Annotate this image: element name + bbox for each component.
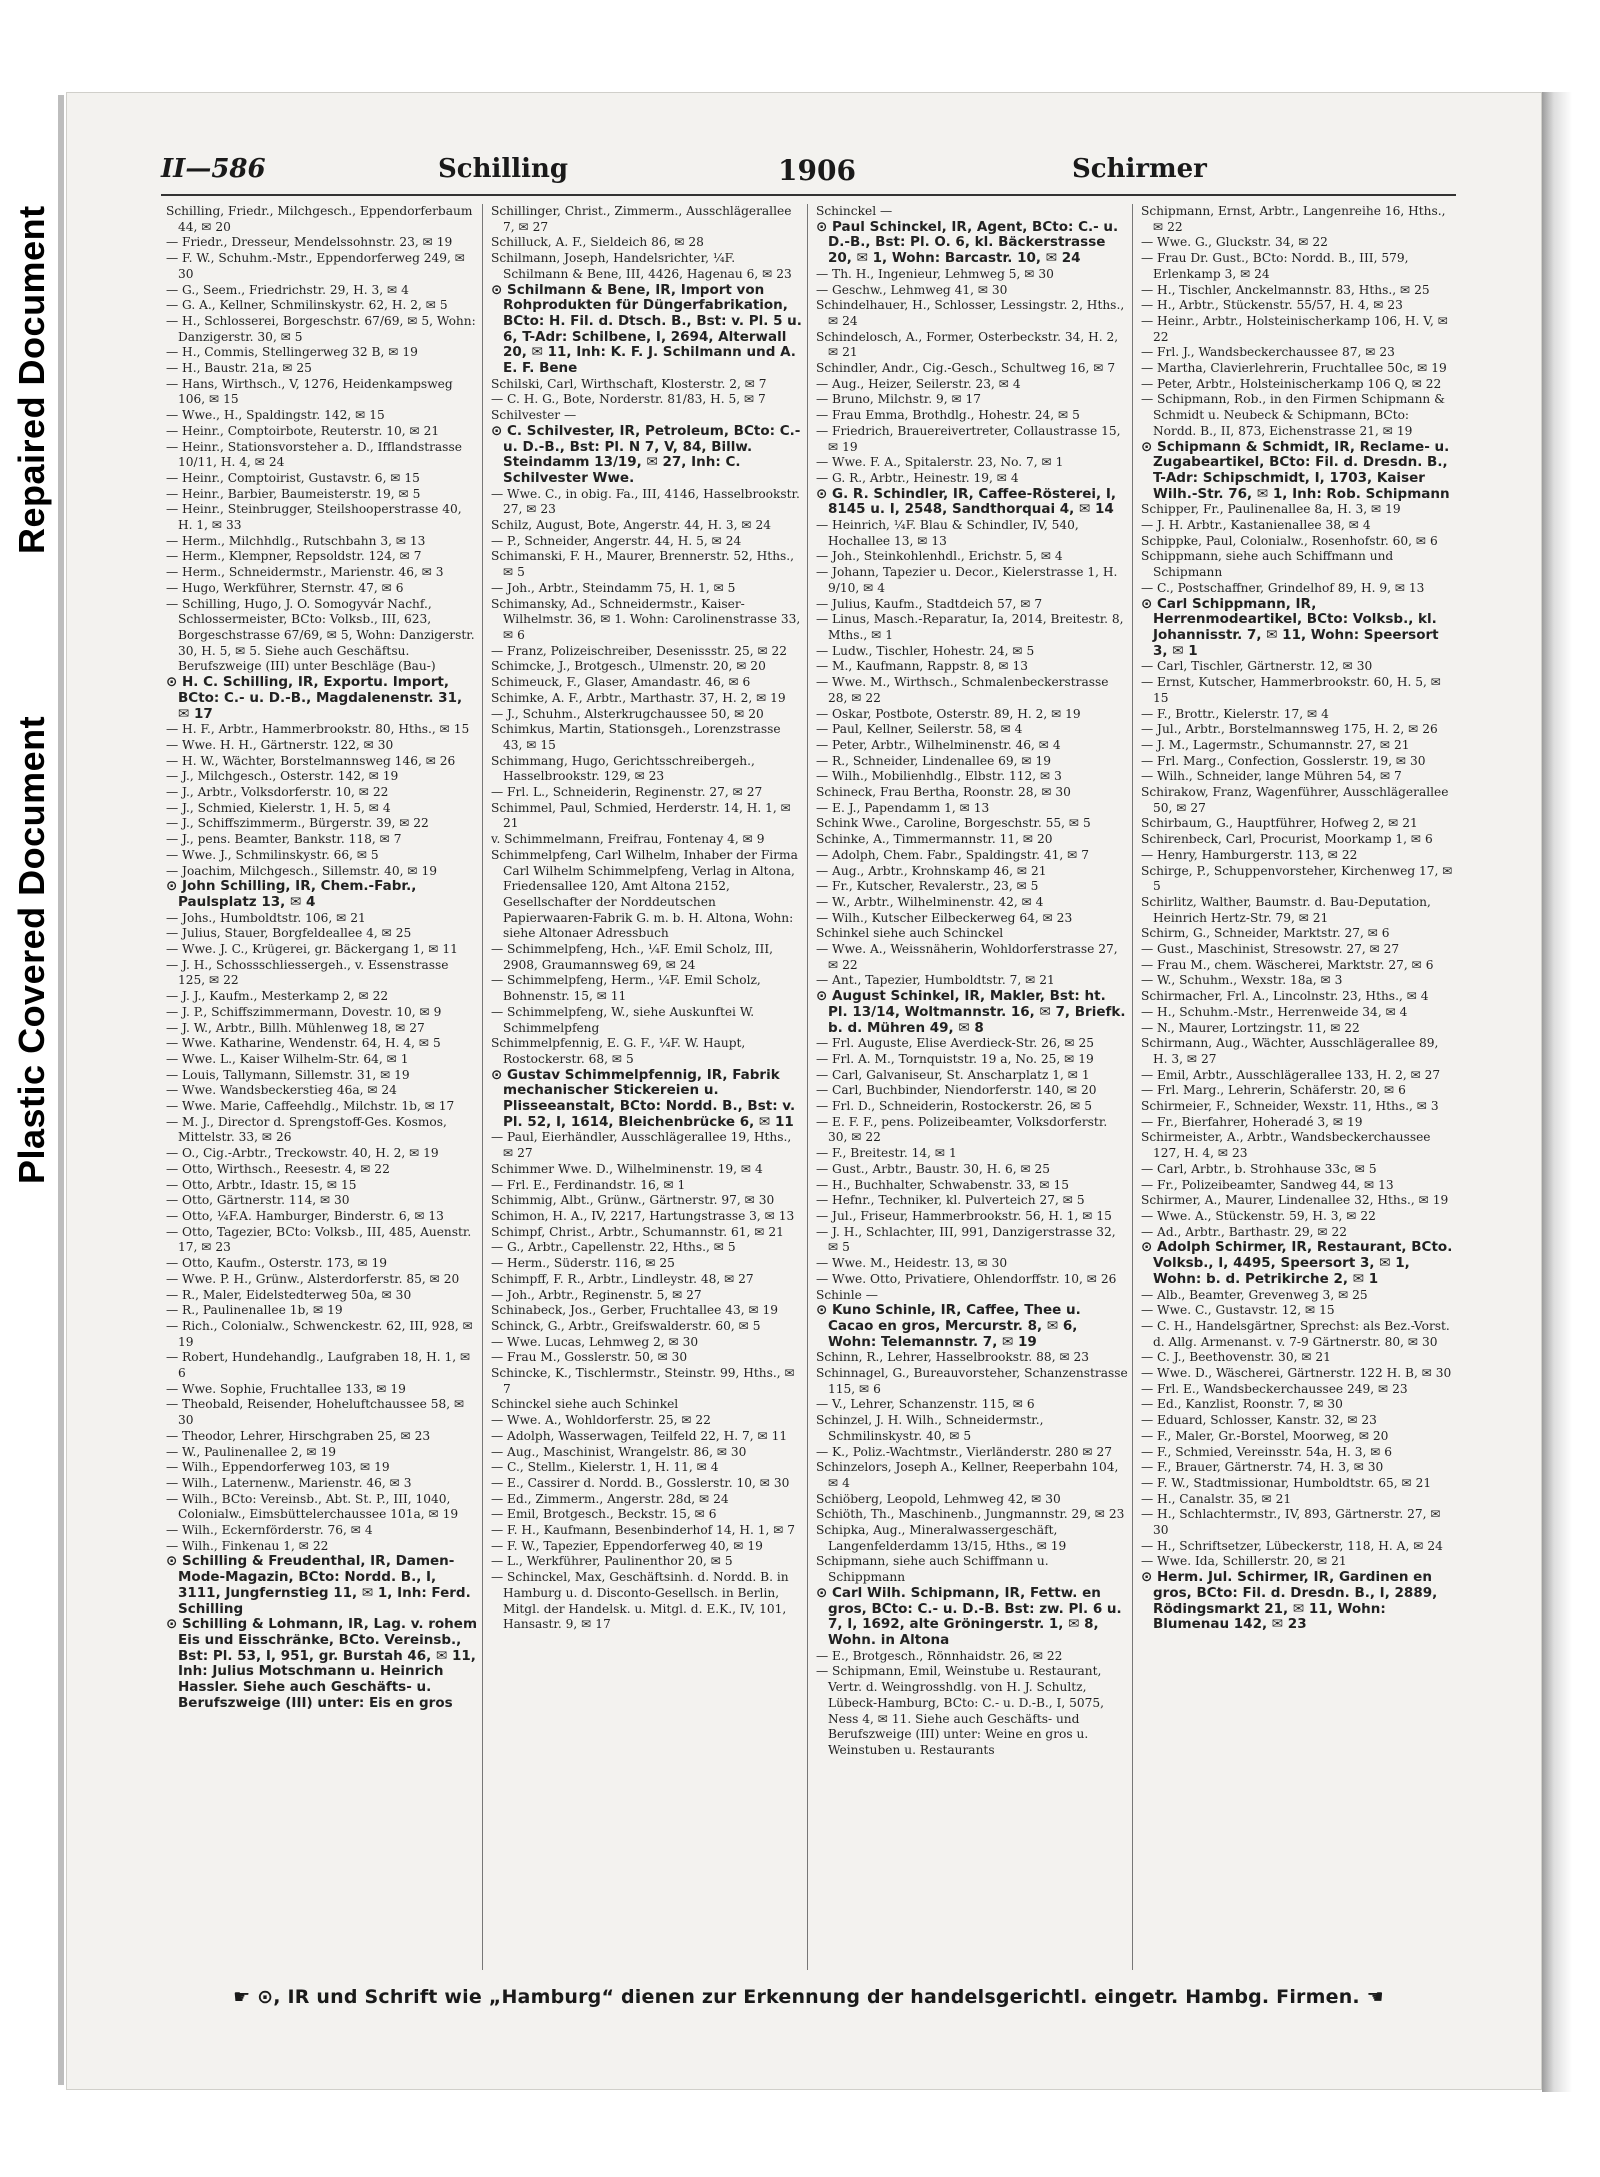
directory-entry: — W., Paulinenallee 2, ✉ 19 xyxy=(166,1444,337,1459)
directory-entry: — Wwe. C., Gustavstr. 12, ✉ 15 xyxy=(1141,1303,1335,1318)
directory-entry: — Heinrich, ¼F. Blau & Schindler, IV, 540, Hochallee 13, ✉ 13 xyxy=(816,518,1079,548)
directory-entry: — Hans, Wirthsch., V, 1276, Heidenkampsweg 106, ✉ 15 xyxy=(166,376,453,407)
directory-entry: — Otto, Kaufm., Osterstr. 173, ✉ 19 xyxy=(166,1256,388,1271)
directory-entry: — Wwe. C., in obig. Fa., III, 4146, Hasselbrookstr. 27, ✉ 23 xyxy=(491,486,800,517)
directory-entry: Schirakow, Franz, Wagenführer, Ausschlägerallee 50, ✉ 27 xyxy=(1141,785,1449,815)
directory-entry: Schimeuck, F., Glaser, Amandastr. 46, ✉ 6 xyxy=(491,675,751,690)
directory-entry: — F., Brottr., Kielerstr. 17, ✉ 4 xyxy=(1141,706,1329,721)
directory-entry: — H., Canalstr. 35, ✉ 21 xyxy=(1141,1491,1292,1506)
directory-entry: — Wwe. P. H., Grünw., Alsterdorferstr. 85, ✉ 20 xyxy=(166,1271,460,1286)
directory-entry: — Th. H., Ingenieur, Lehmweg 5, ✉ 30 xyxy=(816,266,1054,281)
directory-entry: — H., Schuhm.-Mstr., Herrenweide 34, ✉ 4 xyxy=(1141,1004,1408,1019)
directory-entry: — F., Breitestr. 14, ✉ 1 xyxy=(816,1146,957,1161)
directory-entry: — Wwe. Otto, Privatiere, Ohlendorffstr. 10, ✉ 26 xyxy=(816,1271,1117,1286)
directory-entry: Schinck, G., Arbtr., Greifswalderstr. 60, ✉ 5 xyxy=(491,1318,761,1333)
directory-entry: — Peter, Arbtr., Wilhelminenstr. 46, ✉ 4 xyxy=(816,737,1061,752)
directory-entry: — Wwe. A., Wohldorferstr. 25, ✉ 22 xyxy=(491,1413,711,1428)
directory-entry: — Wwe. J. C., Krügerei, gr. Bäckergang 1, ✉ 11 xyxy=(166,942,458,957)
directory-entry: Schirmer, A., Maurer, Lindenallee 32, Hths., ✉ 19 xyxy=(1141,1193,1449,1208)
directory-entry: — C. H., Handelsgärtner, Sprechst: als Bez.-Vorst. d. Allg. Armenanst. v. 7-9 Gärtnerstr. 80, ✉ 30 xyxy=(1141,1318,1450,1349)
directory-entry: — Frl. D., Schneiderin, Rostockerstr. 26, ✉ 5 xyxy=(816,1099,1093,1114)
page-reference: II—586 xyxy=(161,154,266,184)
directory-entry: — M., Kaufmann, Rappstr. 8, ✉ 13 xyxy=(816,659,1028,674)
directory-entry: Schincke, K., Tischlermstr., Steinstr. 99, Hths., ✉ 7 xyxy=(491,1366,795,1396)
directory-entry: — Heinr., Barbier, Baumeisterstr. 19, ✉ 5 xyxy=(166,486,421,501)
directory-entry: — Heinr., Comptoirbote, Reuterstr. 10, ✉ 21 xyxy=(166,423,440,438)
directory-entry: — Martha, Clavierlehrerin, Fruchtallee 50c, ✉ 19 xyxy=(1141,361,1447,376)
directory-entry: — Frl. Marg., Lehrerin, Schäferstr. 20, ✉ 6 xyxy=(1141,1083,1406,1098)
directory-entry: — Emil, Brotgesch., Beckstr. 15, ✉ 6 xyxy=(491,1507,717,1522)
directory-entry: — J. H., Schlachter, III, 991, Danzigerstrasse 32, ✉ 5 xyxy=(816,1224,1116,1255)
directory-entry: Schirge, P., Schuppenvorsteher, Kirchenweg 17, ✉ 5 xyxy=(1141,863,1453,894)
directory-entry: — R., Schneider, Lindenallee 69, ✉ 19 xyxy=(816,753,1052,768)
directory-entry: — Herm., Schneidermstr., Marienstr. 46, ✉ 3 xyxy=(166,565,444,580)
directory-entry: Schimmelpfennig, E. G. F., ¼F. W. Haupt, Rostockerstr. 68, ✉ 5 xyxy=(491,1036,746,1066)
directory-entry: — J., Schuhm., Alsterkrugchaussee 50, ✉ 20 xyxy=(491,706,764,721)
directory-entry: — J. W., Arbtr., Billh. Mühlenweg 18, ✉ 27 xyxy=(166,1020,425,1035)
directory-entry: — Schimmelpfeng, W., siehe Auskunftei W. Schimmelpfeng xyxy=(491,1004,755,1035)
directory-entry: — H., Schlachtermstr., IV, 893, Gärtnerstr. 27, ✉ 30 xyxy=(1141,1507,1441,1538)
directory-entry: — Wilh., Eckernförderstr. 76, ✉ 4 xyxy=(166,1523,373,1538)
directory-entry: — Fr., Bierfahrer, Hoheradé 3, ✉ 19 xyxy=(1141,1114,1363,1129)
directory-entry: — Franz, Polizeischreiber, Desenissstr. 25, ✉ 22 xyxy=(491,643,788,658)
directory-entry: Schinnagel, G., Bureauvorsteher, Schanzenstrasse 115, ✉ 6 xyxy=(816,1366,1128,1396)
year-heading: 1906 xyxy=(778,154,856,187)
directory-entry: Schindelhauer, H., Schlosser, Lessingstr. 2, Hths., ✉ 24 xyxy=(816,298,1125,328)
directory-entry: — Henry, Hamburgerstr. 113, ✉ 22 xyxy=(1141,847,1358,862)
directory-entry: — F. W., Schuhm.-Mstr., Eppendorferweg 249, ✉ 30 xyxy=(166,251,466,281)
directory-entry: — Julius, Kaufm., Stadtdeich 57, ✉ 7 xyxy=(816,596,1043,611)
directory-entry: — Hefnr., Techniker, kl. Pulverteich 27, ✉ 5 xyxy=(816,1193,1085,1208)
directory-entry: — Paul, Kellner, Seilerstr. 58, ✉ 4 xyxy=(816,722,1023,737)
directory-entry: — R., Maler, Eidelstedterweg 50a, ✉ 30 xyxy=(166,1287,412,1302)
directory-entry: Schimpf, Christ., Arbtr., Schumannstr. 61, ✉ 21 xyxy=(491,1224,784,1239)
directory-entry: — V., Lehrer, Schanzenstr. 115, ✉ 6 xyxy=(816,1397,1035,1412)
directory-entry: Schirbaum, G., Hauptführer, Hofweg 2, ✉ 21 xyxy=(1141,816,1418,831)
directory-entry: — H., Arbtr., Stückenstr. 55/57, H. 4, ✉ 23 xyxy=(1141,298,1403,313)
directory-entry: — Joh., Arbtr., Steindamm 75, H. 1, ✉ 5 xyxy=(491,580,736,595)
directory-entry: ⊙ Carl Schippmann, IR, Herrenmodeartikel, BCto: Volksb., kl. Johannisstr. 7, ✉ 11, Wohn: Speersort 3, ✉ 1 xyxy=(1141,595,1439,659)
directory-entry: — H., Buchhalter, Schwabenstr. 33, ✉ 15 xyxy=(816,1177,1069,1192)
directory-entry: Schimon, H. A., IV, 2217, Hartungstrasse 3, ✉ 13 xyxy=(491,1209,795,1223)
directory-entry: — Frau Dr. Gust., BCto: Nordd. B., III, 579, Erlenkamp 3, ✉ 24 xyxy=(1141,251,1409,281)
directory-entry: — Wwe. M., Heidestr. 13, ✉ 30 xyxy=(816,1256,1008,1271)
directory-entry: Schinabeck, Jos., Gerber, Fruchtallee 43, ✉ 19 xyxy=(491,1303,779,1318)
directory-entry: — Otto, ¼F.A. Hamburger, Binderstr. 6, ✉ 13 xyxy=(166,1209,444,1223)
directory-entry: — Joh., Steinkohlenhdl., Erichstr. 5, ✉ 4 xyxy=(816,549,1063,564)
directory-entry: — G. A., Kellner, Schmilinskystr. 62, H. 2, ✉ 5 xyxy=(166,298,448,313)
directory-entry: — Otto, Tagezier, BCto: Volksb., III, 485, Auenstr. 17, ✉ 23 xyxy=(166,1224,472,1255)
directory-entry: — G. R., Arbtr., Heinestr. 19, ✉ 4 xyxy=(816,470,1019,485)
directory-entry: — H. F., Arbtr., Hammerbrookstr. 80, Hths., ✉ 15 xyxy=(166,722,470,737)
directory-entry: Schimmig, Albt., Grünw., Gärtnerstr. 97, ✉ 30 xyxy=(491,1193,775,1208)
page-right-shadow xyxy=(1542,92,1572,2092)
directory-entry: Schipka, Aug., Mineralwassergeschäft, Langenfelderdamm 13/15, Hths., ✉ 19 xyxy=(816,1523,1067,1553)
directory-entry: — Frau M., Gosslerstr. 50, ✉ 30 xyxy=(491,1350,688,1365)
directory-entry: Schilski, Carl, Wirthschaft, Klosterstr. 2, ✉ 7 xyxy=(491,376,767,391)
directory-entry: — Wilh., Eppendorferweg 103, ✉ 19 xyxy=(166,1460,390,1475)
directory-entry: — Heinr., Steinbrugger, Steilshooperstrasse 40, H. 1, ✉ 33 xyxy=(166,502,462,533)
directory-entry: ⊙ G. R. Schindler, IR, Caffee-Rösterei, I, 8145 u. I, 2548, Sandthorquai 4, ✉ 14 xyxy=(816,485,1117,518)
directory-entry: Schimanski, F. H., Maurer, Brennerstr. 52, Hths., ✉ 5 xyxy=(491,549,795,580)
directory-entry: Schineck, Frau Bertha, Roonstr. 28, ✉ 30 xyxy=(816,785,1071,800)
directory-entry: — O., Cig.-Arbtr., Treckowstr. 40, H. 2, ✉ 19 xyxy=(166,1146,439,1161)
directory-entry: Schipmann, siehe auch Schiffmann u. Schippmann xyxy=(816,1554,1049,1585)
directory-entry: Schirmacher, Frl. A., Lincolnstr. 23, Hths., ✉ 4 xyxy=(1141,989,1429,1004)
directory-entry: — F., Maler, Gr.-Borstel, Moorweg, ✉ 20 xyxy=(1141,1428,1389,1443)
repaired-document-label: Repaired Document xyxy=(10,120,54,640)
directory-entry: ⊙ Paul Schinckel, IR, Agent, BCto: C.- u. D.-B., Bst: Pl. O. 6, kl. Bäckerstrasse 20, ✉ 1, Wohn: Barcastr. 10, ✉ 24 xyxy=(816,218,1119,267)
directory-entry: — Geschw., Lehmweg 41, ✉ 30 xyxy=(816,282,1008,297)
directory-column-4 xyxy=(1141,204,1458,1970)
directory-entry: — J. M., Lagermstr., Schumannstr. 27, ✉ 21 xyxy=(1141,737,1410,752)
directory-entry: Schirmann, Aug., Wächter, Ausschlägerallee 89, H. 3, ✉ 27 xyxy=(1141,1036,1439,1066)
directory-entry: ⊙ Schilling & Freudenthal, IR, Damen-Mode-Magazin, BCto: Nordd. B., I, 3111, Jungfernstieg 11, ✉ 1, Inh: Ferd. Schilling xyxy=(166,1553,471,1617)
directory-entry: — Wwe. M., Wirthsch., Schmalenbeckerstrasse 28, ✉ 22 xyxy=(816,675,1109,705)
directory-entry: — Gust., Arbtr., Baustr. 30, H. 6, ✉ 25 xyxy=(816,1161,1051,1176)
page-header xyxy=(66,154,1542,194)
directory-column-3 xyxy=(816,204,1133,1970)
directory-entry: — Friedrich, Brauereivertreter, Collaustrasse 15, ✉ 19 xyxy=(816,423,1121,454)
directory-entry: Schimmelpfeng, Carl Wilhelm, Inhaber der Firma Carl Wilhelm Schimmelpfeng, Verlag in Altona, Friedensallee 120, Amt Altona 2152, Gesellschafter der Norddeutschen Papierwaaren-Fabrik G. m. b. H. Altona, Wohn: siehe Altonaer Adressbuch xyxy=(491,847,798,941)
directory-entry: — Louis, Tallymann, Sillemstr. 31, ✉ 19 xyxy=(166,1067,410,1082)
directory-entry: — Wilh., Kutscher Eilbeckerweg 64, ✉ 23 xyxy=(816,910,1073,925)
directory-entry: — J. H. Arbtr., Kastanienallee 38, ✉ 4 xyxy=(1141,518,1371,533)
directory-entry: Schipper, Fr., Paulinenallee 8a, H. 3, ✉ 19 xyxy=(1141,502,1401,517)
directory-entry: — Wwe. H. H., Gärtnerstr. 122, ✉ 30 xyxy=(166,737,394,752)
directory-entry: — Schilling, Hugo, J. O. Somogyvár Nachf., Schlossermeister, BCto: Volksb., III, 623, Borgeschstrasse 67/69, ✉ 5, Wohn: Danzigerstr. 30, H. 5, ✉ 5. Siehe auch Geschäftsu. Berufszweige (III) unter Beschläge (Bau-) xyxy=(166,596,475,674)
last-name-heading: Schirmer xyxy=(1072,154,1207,184)
directory-entry: Schirlitz, Walther, Baumstr. d. Bau-Deputation, Heinrich Hertz-Str. 79, ✉ 21 xyxy=(1141,894,1431,925)
directory-entry: Schimkus, Martin, Stationsgeh., Lorenzstrasse 43, ✉ 15 xyxy=(491,722,781,752)
directory-entry: — Carl, Tischler, Gärtnerstr. 12, ✉ 30 xyxy=(1141,659,1373,674)
directory-entry: Schimmel, Paul, Schmied, Herderstr. 14, H. 1, ✉ 21 xyxy=(491,800,791,831)
directory-entry: Schimansky, Ad., Schneidermstr., Kaiser-Wilhelmstr. 36, ✉ 1. Wohn: Carolinenstrasse 33, ✉ 6 xyxy=(491,596,801,642)
directory-entry: — Frl. L., Schneiderin, Reginenstr. 27, ✉ 27 xyxy=(491,785,763,800)
directory-entry: — C. J., Beethovenstr. 30, ✉ 21 xyxy=(1141,1350,1331,1365)
directory-entry: — Wwe. A., Stückenstr. 59, H. 3, ✉ 22 xyxy=(1141,1209,1376,1223)
directory-entry: — Wwe. Sophie, Fruchtallee 133, ✉ 19 xyxy=(166,1381,406,1396)
directory-entry: — J. P., Schiffszimmermann, Dovestr. 10, ✉ 9 xyxy=(166,1004,442,1019)
page-left-edge xyxy=(58,95,64,2085)
directory-entry: Schilmann, Joseph, Handelsrichter, ¼F. Schilmann & Bene, III, 4426, Hagenau 6, ✉ 23 xyxy=(491,251,792,281)
directory-entry: Schirenbeck, Carl, Procurist, Moorkamp 1, ✉ 6 xyxy=(1141,832,1433,847)
directory-entry: — Frl. Auguste, Elise Averdieck-Str. 26, ✉ 25 xyxy=(816,1036,1095,1051)
directory-entry: — Eduard, Schlosser, Kanstr. 32, ✉ 23 xyxy=(1141,1413,1377,1428)
directory-entry: — F., Brauer, Gärtnerstr. 74, H. 3, ✉ 30 xyxy=(1141,1460,1384,1475)
directory-entry: — Carl, Buchbinder, Niendorferstr. 140, ✉ 20 xyxy=(816,1083,1097,1098)
directory-entry: — Gust., Maschinist, Stresowstr. 27, ✉ 27 xyxy=(1141,942,1400,957)
directory-entry: ⊙ John Schilling, IR, Chem.-Fabr., Paulsplatz 13, ✉ 4 xyxy=(166,878,417,910)
directory-entry: — Wwe. J., Schmilinskystr. 66, ✉ 5 xyxy=(166,847,379,862)
directory-entry: — Wilh., Laternenw., Marienstr. 46, ✉ 3 xyxy=(166,1475,412,1490)
directory-entry: — Carl, Galvaniseur, St. Anscharplatz 1, ✉ 1 xyxy=(816,1067,1090,1082)
directory-entry: — Frl. E., Ferdinandstr. 16, ✉ 1 xyxy=(491,1177,686,1192)
directory-entry: — Wwe. A., Weissnäherin, Wohldorferstrasse 27, ✉ 22 xyxy=(816,942,1118,972)
directory-entry: — Ad., Arbtr., Barthastr. 29, ✉ 22 xyxy=(1141,1224,1348,1239)
directory-entry: — Friedr., Dresseur, Mendelssohnstr. 23, ✉ 19 xyxy=(166,235,453,250)
directory-entry: Schirm, G., Schneider, Marktstr. 27, ✉ 6 xyxy=(1141,926,1390,941)
directory-entry: ⊙ Adolph Schirmer, IR, Restaurant, BCto. Volksb., I, 4495, Speersort 3, ✉ 1, Wohn: b. d. Petrikirche 2, ✉ 1 xyxy=(1141,1239,1453,1287)
page-footer-note: ☛ ⊙, IR und Schrift wie „Hamburg“ dienen zur Erkennung der handelsgerichtl. eingetr. Hambg. Firmen. ☚ xyxy=(233,1986,1384,2008)
directory-entry: Schimmang, Hugo, Gerichtsschreibergeh., Hasselbrookstr. 129, ✉ 23 xyxy=(491,753,755,784)
directory-entry: Schilling, Friedr., Milchgesch., Eppendorferbaum 44, ✉ 20 xyxy=(166,204,473,234)
directory-entry: — F. H., Kaufmann, Besenbinderhof 14, H. 1, ✉ 7 xyxy=(491,1523,796,1538)
directory-entry: — Theobald, Reisender, Hoheluftchaussee 58, ✉ 30 xyxy=(166,1397,465,1428)
directory-entry: — Wilh., Schneider, lange Mühren 54, ✉ 7 xyxy=(1141,769,1402,784)
directory-entry: — Linus, Masch.-Reparatur, Ia, 2014, Breitestr. 8, Mths., ✉ 1 xyxy=(816,612,1124,642)
directory-entry: — F., Schmied, Vereinsstr. 54a, H. 3, ✉ 6 xyxy=(1141,1444,1393,1459)
directory-entry: — Alb., Beamter, Grevenweg 3, ✉ 25 xyxy=(1141,1287,1368,1302)
directory-entry: — Herm., Klempner, Repsoldstr. 124, ✉ 7 xyxy=(166,549,422,564)
directory-entry: Schilz, August, Bote, Angerstr. 44, H. 3, ✉ 24 xyxy=(491,518,771,533)
directory-entry: Schinzelors, Joseph A., Kellner, Reeperbahn 104, ✉ 4 xyxy=(816,1460,1119,1490)
directory-entry: — Johs., Humboldtstr. 106, ✉ 21 xyxy=(166,910,366,925)
directory-entry: — C., Postschaffner, Grindelhof 89, H. 9, ✉ 13 xyxy=(1141,580,1425,595)
directory-entry: Schippke, Paul, Colonialw., Rosenhofstr. 60, ✉ 6 xyxy=(1141,533,1438,548)
directory-entry: Schilvester — xyxy=(491,408,577,423)
directory-entry: — Frl. E., Wandsbeckerchaussee 249, ✉ 23 xyxy=(1141,1381,1408,1396)
directory-entry: — Otto, Wirthsch., Reesestr. 4, ✉ 22 xyxy=(166,1161,390,1176)
directory-entry: — E. J., Papendamm 1, ✉ 13 xyxy=(816,800,990,815)
directory-entry: — Wilh., Mobilienhdlg., Elbstr. 112, ✉ 3 xyxy=(816,769,1062,784)
directory-entry: — Wwe. F. A., Spitalerstr. 23, No. 7, ✉ 1 xyxy=(816,455,1064,470)
directory-entry: — H., Schriftsetzer, Lübeckerstr, 118, H. A, ✉ 24 xyxy=(1141,1538,1443,1553)
directory-entry: — Herm., Milchhdlg., Rutschbahn 3, ✉ 13 xyxy=(166,533,426,548)
directory-entry: — J. J., Kaufm., Mesterkamp 2, ✉ 22 xyxy=(166,989,389,1004)
directory-entry: — Schimmelpfeng, Herm., ¼F. Emil Scholz, Bohnenstr. 15, ✉ 11 xyxy=(491,973,761,1004)
directory-entry: — G., Seem., Friedrichstr. 29, H. 3, ✉ 4 xyxy=(166,282,409,297)
directory-entry: Schindelosch, A., Former, Osterbeckstr. 34, H. 2, ✉ 21 xyxy=(816,329,1119,360)
directory-entry: — Heinr., Stationsvorsteher a. D., Ifflandstrasse 10/11, H. 4, ✉ 24 xyxy=(166,439,462,470)
directory-entry: v. Schimmelmann, Freifrau, Fontenay 4, ✉ 9 xyxy=(491,832,765,847)
directory-entry: Schimmer Wwe. D., Wilhelminenstr. 19, ✉ 4 xyxy=(491,1161,763,1176)
directory-entry: Schirmeier, F., Schneider, Wexstr. 11, Hths., ✉ 3 xyxy=(1141,1099,1439,1114)
directory-entry: — C. H. G., Bote, Norderstr. 81/83, H. 5, ✉ 7 xyxy=(491,392,766,407)
directory-entry: — Aug., Maschinist, Wrangelstr. 86, ✉ 30 xyxy=(491,1444,747,1459)
directory-entry: ⊙ Gustav Schimmelpfennig, IR, Fabrik mechanischer Stickereien u. Plisseeanstalt, BCto: Nordd. B., Bst: v. Pl. 52, I, 1614, Bleichenbrücke 6, ✉ 11 xyxy=(491,1066,796,1130)
directory-entry: ⊙ August Schinkel, IR, Makler, Bst: ht. Pl. 13/14, Woltmannstr. 16, ✉ 7, Briefk. b. d. Mühren 49, ✉ 8 xyxy=(816,988,1126,1036)
directory-page xyxy=(66,92,1542,2090)
directory-entry: Schimcke, J., Brotgesch., Ulmenstr. 20, ✉ 20 xyxy=(491,659,766,674)
directory-entry: — H., Tischler, Anckelmannstr. 83, Hths., ✉ 25 xyxy=(1141,282,1430,297)
directory-entry: — Adolph, Chem. Fabr., Spaldingstr. 41, ✉ 7 xyxy=(816,847,1089,862)
directory-column-1 xyxy=(166,204,483,1970)
directory-entry: — H., Baustr. 21a, ✉ 25 xyxy=(166,361,312,376)
directory-entry: — M. J., Director d. Sprengstoff-Ges. Kosmos, Mittelstr. 33, ✉ 26 xyxy=(166,1114,447,1145)
directory-entry: Schiöth, Th., Maschinenb., Jungmannstr. 29, ✉ 23 xyxy=(816,1507,1125,1522)
directory-entry: — Peter, Arbtr., Holsteinischerkamp 106 Q, ✉ 22 xyxy=(1141,376,1442,391)
directory-entry: — F. W., Stadtmissionar, Humboldtstr. 65, ✉ 21 xyxy=(1141,1475,1432,1490)
directory-entry: — F. W., Tapezier, Eppendorferweg 40, ✉ 19 xyxy=(491,1538,763,1553)
directory-entry: — Jul., Friseur, Hammerbrookstr. 56, H. 1, ✉ 15 xyxy=(816,1209,1112,1223)
directory-entry: Schirmeister, A., Arbtr., Wandsbeckerchaussee 127, H. 4, ✉ 23 xyxy=(1141,1130,1431,1161)
directory-entry: — Schimmelpfeng, Hch., ¼F. Emil Scholz, III, 2908, Graumannsweg 69, ✉ 24 xyxy=(491,942,774,972)
directory-entry: Schinckel — xyxy=(816,204,893,218)
directory-entry: Schilluck, A. F., Sieldeich 86, ✉ 28 xyxy=(491,235,704,250)
directory-entry: Schindler, Andr., Cig.-Gesch., Schultweg 16, ✉ 7 xyxy=(816,361,1116,376)
directory-entry: — R., Paulinenallee 1b, ✉ 19 xyxy=(166,1303,343,1318)
directory-entry: — N., Maurer, Lortzingstr. 11, ✉ 22 xyxy=(1141,1020,1360,1035)
directory-entry: — Schipmann, Rob., in den Firmen Schipmann & Schmidt u. Neubeck & Schipmann, BCto: Nordd. B., II, 873, Eichenstrasse 21, ✉ 19 xyxy=(1141,392,1445,438)
directory-entry: Schipmann, Ernst, Arbtr., Langenreihe 16, Hths., ✉ 22 xyxy=(1141,204,1446,234)
directory-entry: Schimke, A. F., Arbtr., Marthastr. 37, H. 2, ✉ 19 xyxy=(491,690,786,705)
header-rule xyxy=(161,194,1456,196)
directory-entry: — Wwe. Lucas, Lehmweg 2, ✉ 30 xyxy=(491,1334,699,1349)
directory-entry: — H. W., Wächter, Borstelmannsweg 146, ✉ 26 xyxy=(166,753,456,768)
directory-entry: — E., Brotgesch., Rönnhaidstr. 26, ✉ 22 xyxy=(816,1648,1063,1663)
directory-entry: — Carl, Arbtr., b. Strohhause 33c, ✉ 5 xyxy=(1141,1161,1377,1176)
directory-entry: Schinn, R., Lehrer, Hasselbrookstr. 88, ✉ 23 xyxy=(816,1350,1090,1365)
directory-entry: — Ed., Kanzlist, Roonstr. 7, ✉ 30 xyxy=(1141,1397,1343,1412)
directory-entry: — Bruno, Milchstr. 9, ✉ 17 xyxy=(816,392,982,407)
first-name-heading: Schilling xyxy=(438,154,569,184)
directory-entry: — Rich., Colonialw., Schwenckestr. 62, III, 928, ✉ 19 xyxy=(166,1318,473,1349)
directory-entry: ⊙ H. C. Schilling, IR, Exportu. Import, BCto: C.- u. D.-B., Magdalenenstr. 31, ✉ 17 xyxy=(166,674,463,722)
directory-entry: — Hugo, Werkführer, Sternstr. 47, ✉ 6 xyxy=(166,580,404,595)
directory-entry: — Emil, Arbtr., Ausschlägerallee 133, H. 2, ✉ 27 xyxy=(1141,1067,1441,1082)
directory-entry: — Robert, Hundehandlg., Laufgraben 18, H. 1, ✉ 6 xyxy=(166,1350,471,1381)
directory-entry: — Frl. J., Wandsbeckerchaussee 87, ✉ 23 xyxy=(1141,345,1395,360)
directory-entry: — C., Stellm., Kielerstr. 1, H. 11, ✉ 4 xyxy=(491,1460,719,1475)
directory-entry: — Aug., Heizer, Seilerstr. 23, ✉ 4 xyxy=(816,376,1021,391)
directory-entry: — Fr., Polizeibeamter, Sandweg 44, ✉ 13 xyxy=(1141,1177,1394,1192)
directory-entry: — Wwe. L., Kaiser Wilhelm-Str. 64, ✉ 1 xyxy=(166,1051,409,1066)
directory-entry: — Ed., Zimmerm., Angerstr. 28d, ✉ 24 xyxy=(491,1491,729,1506)
directory-entry: — Adolph, Wasserwagen, Teilfeld 22, H. 7, ✉ 11 xyxy=(491,1428,788,1443)
directory-entry: — Otto, Arbtr., Idastr. 15, ✉ 15 xyxy=(166,1177,357,1192)
directory-entry: — K., Poliz.-Wachtmstr., Vierländerstr. 280 ✉ 27 xyxy=(816,1444,1112,1459)
directory-entry: — P., Schneider, Angerstr. 44, H. 5, ✉ 24 xyxy=(491,533,742,548)
directory-entry: — Frau Emma, Brothdlg., Hohestr. 24, ✉ 5 xyxy=(816,408,1080,423)
directory-entry: — W., Schuhm., Wexstr. 18a, ✉ 3 xyxy=(1141,973,1343,988)
directory-entry: ⊙ Carl Wilh. Schipmann, IR, Fettw. en gros, BCto: C.- u. D.-B. Bst: zw. Pl. 6 u. 7, I, 1692, alte Gröningerstr. 1, ✉ 8, Wohn. in Altona xyxy=(816,1584,1122,1648)
directory-entry: Schinle — xyxy=(816,1287,878,1302)
directory-entry: — Wilh., Finkenau 1, ✉ 22 xyxy=(166,1538,329,1553)
directory-entry: Schink Wwe., Caroline, Borgeschstr. 55, ✉ 5 xyxy=(816,816,1091,831)
directory-column-2 xyxy=(491,204,808,1970)
directory-entry: — Julius, Stauer, Borgfeldeallee 4, ✉ 25 xyxy=(166,926,412,941)
directory-entry: — Ernst, Kutscher, Hammerbrookstr. 60, H. 5, ✉ 15 xyxy=(1141,675,1441,705)
directory-entry: ⊙ C. Schilvester, IR, Petroleum, BCto: C.- u. D.-B., Bst: Pl. N 7, V, 84, Billw. Steindamm 13/19, ✉ 27, Inh: C. Schilvester Wwe. xyxy=(491,422,801,486)
directory-entry: — E., Cassirer d. Nordd. B., Gosslerstr. 10, ✉ 30 xyxy=(491,1475,790,1490)
directory-entry: Schinkel siehe auch Schinckel xyxy=(816,926,1004,941)
directory-entry: — Wwe., H., Spaldingstr. 142, ✉ 15 xyxy=(166,408,385,423)
directory-entry: — J. H., Schossschliessergeh., v. Essenstrasse 125, ✉ 22 xyxy=(166,957,449,988)
directory-entry: — Otto, Gärtnerstr. 114, ✉ 30 xyxy=(166,1193,350,1208)
directory-entry: Schippmann, siehe auch Schiffmann und Schipmann xyxy=(1141,549,1394,580)
directory-entry: — J., Schmied, Kielerstr. 1, H. 5, ✉ 4 xyxy=(166,800,391,815)
directory-entry: Schillinger, Christ., Zimmerm., Ausschlägerallee 7, ✉ 27 xyxy=(491,204,792,234)
directory-entry: Schinke, A., Timmermannstr. 11, ✉ 20 xyxy=(816,832,1053,847)
directory-entry: — Fr., Kutscher, Revalerstr., 23, ✉ 5 xyxy=(816,879,1039,894)
directory-entry: — J., Milchgesch., Osterstr. 142, ✉ 19 xyxy=(166,769,399,784)
directory-entry: — Wilh., BCto: Vereinsb., Abt. St. P., III, 1040, Colonialw., Eimsbüttelerchaussee 101a, ✉ 19 xyxy=(166,1491,459,1522)
directory-entry: — Frau M., chem. Wäscherei, Marktstr. 27, ✉ 6 xyxy=(1141,957,1434,972)
directory-entry: — Wwe. D., Wäscherei, Gärtnerstr. 122 H. B, ✉ 30 xyxy=(1141,1366,1452,1381)
directory-entry: ⊙ Schilmann & Bene, IR, Import von Rohprodukten für Düngerfabrikation, BCto: H. Fil. d. Dtsch. B., Bst: v. Pl. 5 u. 6, T-Adr: Schilbene, I, 2694, Alterwall 20, ✉ 11, Inh: K. F. J. Schilmann und A. E. F. Bene xyxy=(491,281,802,377)
directory-entry: — J., pens. Beamter, Bankstr. 118, ✉ 7 xyxy=(166,832,402,847)
directory-entry: — G., Arbtr., Capellenstr. 22, Hths., ✉ 5 xyxy=(491,1240,736,1255)
directory-entry: — Heinr., Comptoirist, Gustavstr. 6, ✉ 15 xyxy=(166,470,420,485)
directory-columns xyxy=(166,204,1461,1970)
directory-entry: — Joh., Arbtr., Reginenstr. 5, ✉ 27 xyxy=(491,1287,702,1302)
directory-entry: — Jul., Arbtr., Borstelmannsweg 175, H. 2, ✉ 26 xyxy=(1141,722,1438,737)
directory-entry: — W., Arbtr., Wilhelminenstr. 42, ✉ 4 xyxy=(816,894,1044,909)
directory-entry: — J., Schiffszimmerm., Bürgerstr. 39, ✉ 22 xyxy=(166,816,429,831)
directory-entry: — Ludw., Tischler, Hohestr. 24, ✉ 5 xyxy=(816,643,1035,658)
directory-entry: ⊙ Kuno Schinle, IR, Caffee, Thee u. Cacao en gros, Mercurstr. 8, ✉ 6, Wohn: Telemannstr. 7, ✉ 19 xyxy=(816,1302,1081,1350)
directory-entry: — Heinr., Arbtr., Holsteinischerkamp 106, H. V, ✉ 22 xyxy=(1141,313,1448,344)
directory-entry: — Aug., Arbtr., Krohnskamp 46, ✉ 21 xyxy=(816,863,1047,878)
directory-entry: — Theodor, Lehrer, Hirschgraben 25, ✉ 23 xyxy=(166,1428,431,1443)
directory-entry: Schiöberg, Leopold, Lehmweg 42, ✉ 30 xyxy=(816,1491,1061,1506)
directory-entry: — Herm., Süderstr. 116, ✉ 25 xyxy=(491,1256,675,1271)
directory-entry: — Johann, Tapezier u. Decor., Kielerstrasse 1, H. 9/10, ✉ 4 xyxy=(816,565,1118,595)
directory-entry: — E. F. F., pens. Polizeibeamter, Volksdorferstr. 30, ✉ 22 xyxy=(816,1114,1108,1145)
directory-entry: — L., Werkführer, Paulinenthor 20, ✉ 5 xyxy=(491,1554,733,1569)
directory-entry: — Frl. A. M., Tornquiststr. 19 a, No. 25, ✉ 19 xyxy=(816,1051,1094,1066)
directory-entry: Schinckel siehe auch Schinkel xyxy=(491,1397,679,1412)
directory-entry: — Schipmann, Emil, Weinstube u. Restaurant, Vertr. d. Weingrosshdlg. von H. J. Schultz, Lübeck-Hamburg, BCto: C.- u. D.-B., I, 5075, Ness 4, ✉ 11. Siehe auch Geschäfts- und Berufszweige (III) unter: Weine en gros u. Weinstuben u. Restaurants xyxy=(816,1664,1104,1757)
directory-entry: — H., Schlosserei, Borgeschstr. 67/69, ✉ 5, Wohn: Danzigerstr. 30, ✉ 5 xyxy=(166,313,476,344)
directory-entry: — Oskar, Postbote, Osterstr. 89, H. 2, ✉ 19 xyxy=(816,706,1081,721)
directory-entry: Schimpff, F. R., Arbtr., Lindleystr. 48, ✉ 27 xyxy=(491,1271,754,1286)
directory-entry: — J., Arbtr., Volksdorferstr. 10, ✉ 22 xyxy=(166,785,389,800)
directory-entry: — Wwe. Ida, Schillerstr. 20, ✉ 21 xyxy=(1141,1554,1347,1569)
directory-entry: — H., Commis, Stellingerweg 32 B, ✉ 19 xyxy=(166,345,418,360)
directory-entry: — Schinckel, Max, Geschäftsinh. d. Nordd. B. in Hamburg u. d. Disconto-Gesellsch. in Berlin, Mitgl. der Handelsk. u. Mitgl. d. E.K., IV, 101, Hansastr. 9, ✉ 17 xyxy=(491,1570,789,1632)
directory-entry: — Wwe. Wandsbeckerstieg 46a, ✉ 24 xyxy=(166,1083,397,1098)
directory-entry: — Wwe. G., Gluckstr. 34, ✉ 22 xyxy=(1141,235,1328,250)
directory-entry: ⊙ Schilling & Lohmann, IR, Lag. v. rohem Eis und Eisschränke, BCto. Vereinsb., Bst: Pl. 53, I, 951, gr. Burstah 46, ✉ 11, Inh: Julius Motschmann u. Heinrich Hassler. Siehe auch Geschäfts- u. Berufszweige (III) unter: Eis en gros xyxy=(166,1616,478,1711)
plastic-covered-document-label: Plastic Covered Document xyxy=(10,680,54,1220)
directory-entry: Schinzel, J. H. Wilh., Schneidermstr., Schmilinskystr. 40, ✉ 5 xyxy=(816,1413,1044,1443)
directory-entry: — Joachim, Milchgesch., Sillemstr. 40, ✉ 19 xyxy=(166,863,437,878)
directory-entry: — Wwe. Marie, Caffeehdlg., Milchstr. 1b, ✉ 17 xyxy=(166,1099,455,1114)
directory-entry: — Ant., Tapezier, Humboldtstr. 7, ✉ 21 xyxy=(816,973,1055,988)
directory-entry: — Paul, Eierhändler, Ausschlägerallee 19, Hths., ✉ 27 xyxy=(491,1130,792,1161)
directory-entry: — Wwe. Katharine, Wendenstr. 64, H. 4, ✉ 5 xyxy=(166,1036,441,1051)
directory-entry: ⊙ Herm. Jul. Schirmer, IR, Gardinen en gros, BCto: Fil. d. Dresdn. B., I, 2889, Rödingsmarkt 21, ✉ 11, Wohn: Blumenau 142, ✉ 23 xyxy=(1141,1569,1438,1633)
directory-entry: ⊙ Schipmann & Schmidt, IR, Reclame- u. Zugabeartikel, BCto: Fil. d. Dresdn. B., T-Adr: Schipschmidt, I, 1703, Kaiser Wilh.-Str. 76, ✉ 1, Inh: Rob. Schipmann xyxy=(1141,438,1450,502)
directory-entry: — Frl. Marg., Confection, Gosslerstr. 19, ✉ 30 xyxy=(1141,753,1426,768)
